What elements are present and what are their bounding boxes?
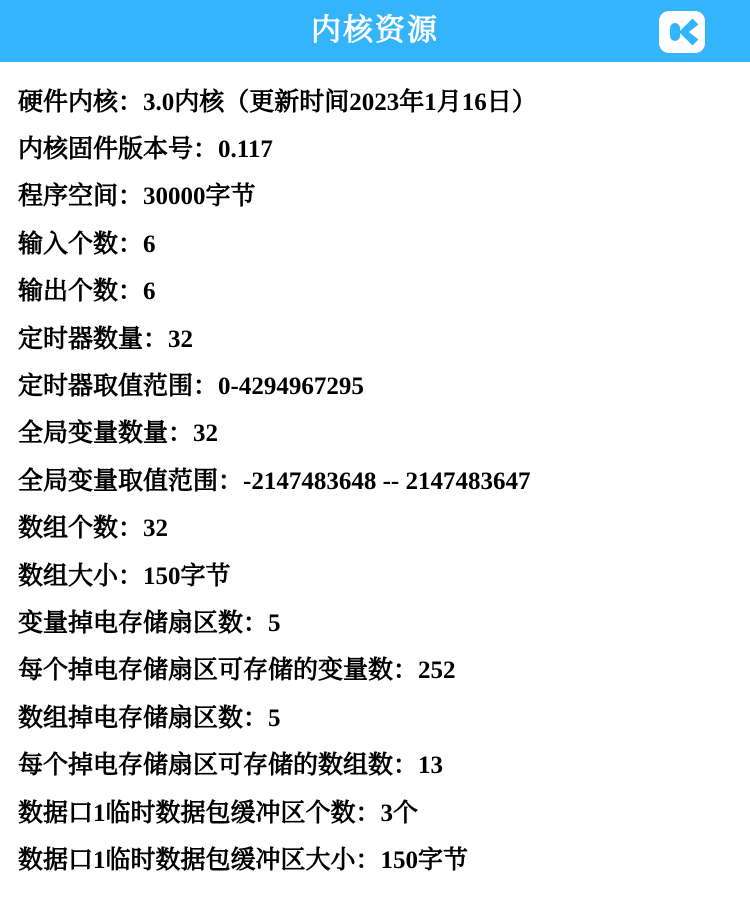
resource-line-timer-count: 定时器数量：32 [18,325,194,353]
header-bar [0,0,750,62]
page-title: 内核资源 [311,14,439,47]
kincony-k-logo-icon [659,11,705,53]
resource-line-program-space: 程序空间：30000字节 [18,183,256,211]
resource-line-global-var-range: 全局变量取值范围：-2147483648 -- 2147483647 [18,467,531,495]
resource-line-timer-range: 定时器取值范围：0-4294967295 [18,373,364,401]
resource-line-array-sector-count: 数组掉电存储扇区数：5 [18,704,281,732]
resource-line-array-size: 数组大小：150字节 [18,562,231,590]
resource-line-global-var-count: 全局变量数量：32 [18,420,219,448]
resource-list [0,62,750,882]
resource-line-firmware-version: 内核固件版本号：0.117 [18,136,273,164]
resource-line-port1-buffer-count: 数据口1临时数据包缓冲区个数：3个 [18,799,419,827]
resource-line-hardware-kernel: 硬件内核：3.0内核（更新时间2023年1月16日） [18,88,537,116]
resource-line-var-sector-count: 变量掉电存储扇区数：5 [18,609,281,637]
resource-line-arrays-per-sector: 每个掉电存储扇区可存储的数组数：13 [18,752,444,780]
resource-line-array-count: 数组个数：32 [18,515,169,543]
resource-line-output-count: 输出个数：6 [18,278,156,306]
resource-line-vars-per-sector: 每个掉电存储扇区可存储的变量数：252 [18,657,456,685]
resource-line-input-count: 输入个数：6 [18,230,156,258]
resource-line-port1-buffer-size: 数据口1临时数据包缓冲区大小：150字节 [18,846,469,874]
